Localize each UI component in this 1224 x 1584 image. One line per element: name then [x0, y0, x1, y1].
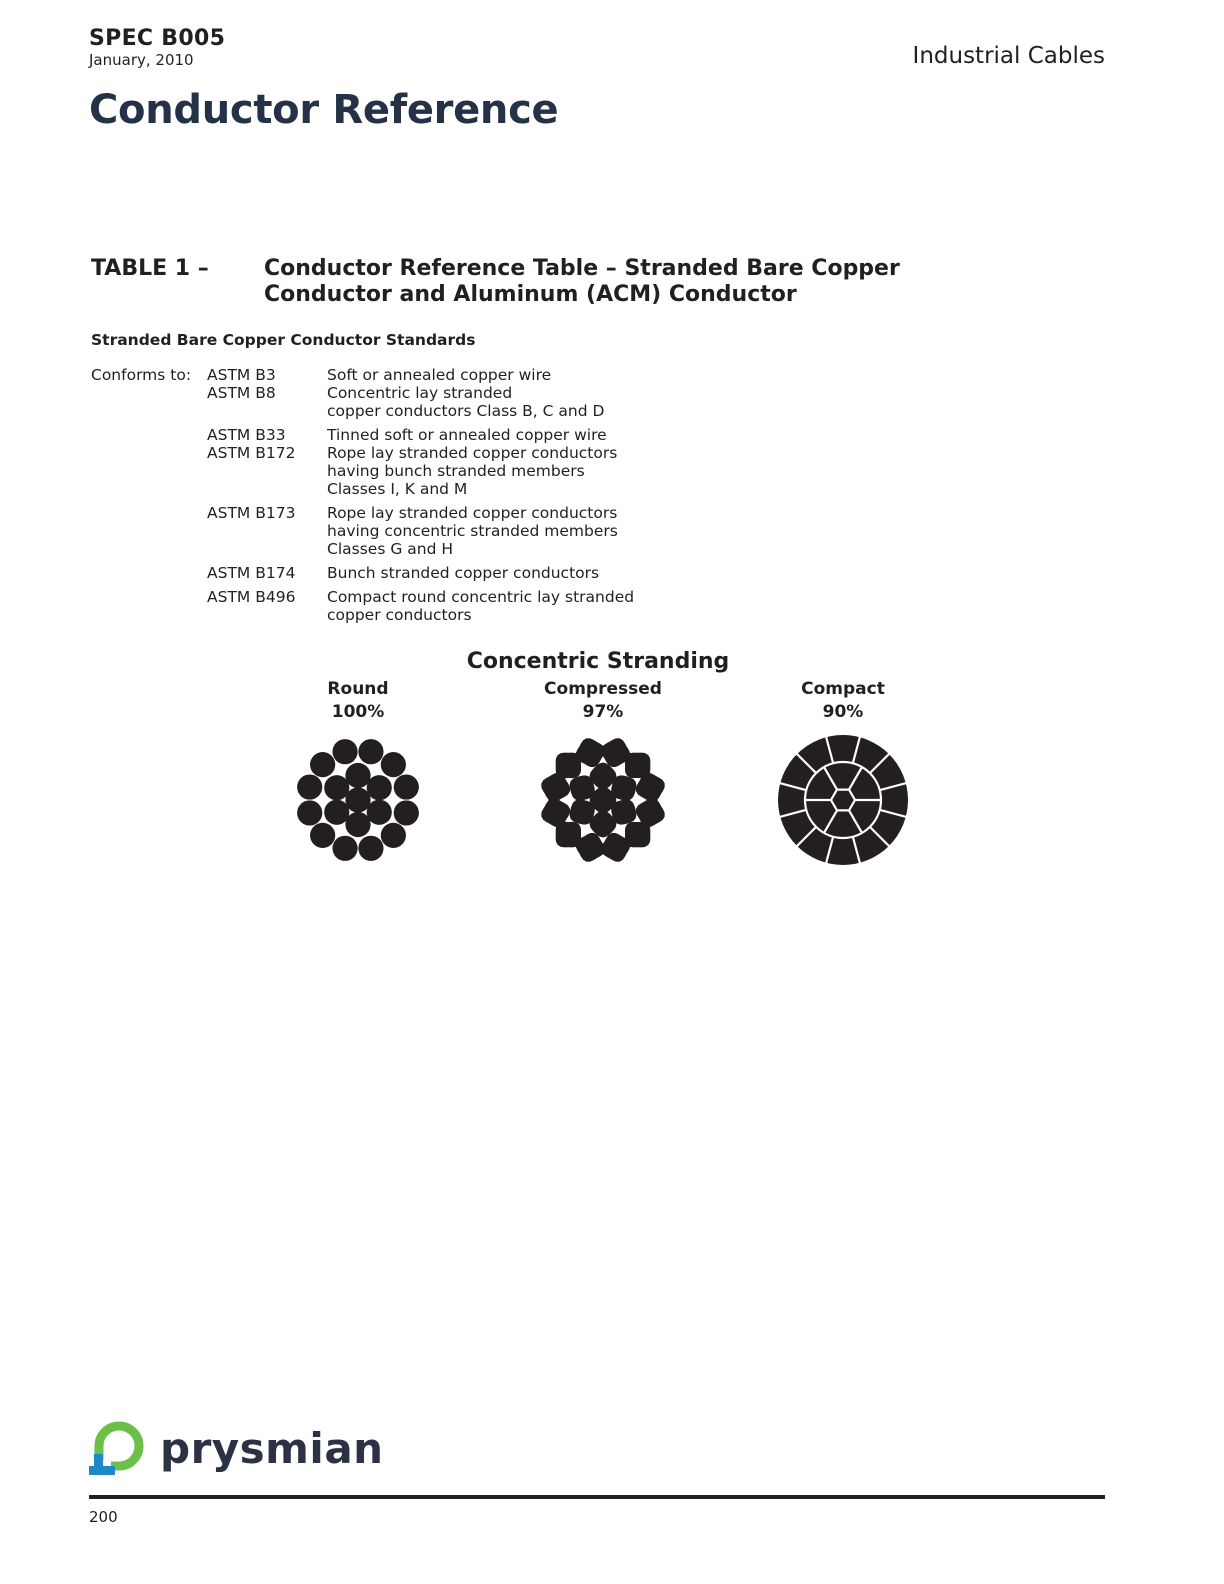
- standard-description: Rope lay stranded copper conductors having bunch stranded members Classes I, K and M: [327, 444, 618, 498]
- strand: [394, 774, 419, 799]
- logo-arc: [99, 1426, 139, 1466]
- strand: [345, 787, 370, 812]
- standard-code: ASTM B174: [207, 564, 296, 582]
- strand: [332, 836, 357, 861]
- page-title: Conductor Reference: [89, 87, 559, 133]
- strand: [611, 775, 636, 800]
- standard-code: ASTM B33: [207, 426, 286, 444]
- strand: [570, 799, 595, 824]
- standard-code: ASTM B8: [207, 384, 276, 402]
- strand: [297, 774, 322, 799]
- compact-stranding-diagram: [773, 730, 913, 870]
- standard-description: Soft or annealed copper wire: [327, 366, 552, 384]
- stranding-type-name: Round: [327, 679, 389, 699]
- compact-stranding-figure: [743, 678, 943, 870]
- strand: [367, 800, 392, 825]
- strand: [358, 739, 383, 764]
- spec-date: January, 2010: [89, 51, 194, 69]
- table-label: TABLE 1 –: [91, 256, 209, 281]
- standard-description: Tinned soft or annealed copper wire: [327, 426, 607, 444]
- strand: [381, 752, 406, 777]
- strand: [381, 823, 406, 848]
- strand: [394, 800, 419, 825]
- compressed-stranding-figure: [503, 678, 703, 870]
- table-title-line-1: Conductor Reference Table – Stranded Bare Copper: [264, 256, 900, 281]
- conforms-label: Conforms to:: [91, 366, 192, 384]
- stranding-type-name: Compact: [801, 679, 885, 699]
- standard-code: ASTM B173: [207, 504, 296, 522]
- strand: [345, 812, 370, 837]
- standard-row: [207, 426, 727, 444]
- standard-row: [207, 366, 727, 384]
- stranding-type-name: Compressed: [544, 679, 662, 699]
- standard-description: Rope lay stranded copper conductors having concentric stranded members Classes G and H: [327, 504, 618, 558]
- spec-id: SPEC B005: [89, 26, 226, 51]
- strand: [324, 775, 349, 800]
- standard-description: Compact round concentric lay stranded copper conductors: [327, 588, 635, 624]
- section-title: Industrial Cables: [912, 43, 1105, 69]
- table-title-line-2: Conductor and Aluminum (ACM) Conductor: [264, 282, 797, 307]
- strand: [358, 836, 383, 861]
- standard-row: [207, 504, 727, 558]
- standard-description: Bunch stranded copper conductors: [327, 564, 600, 582]
- strand: [345, 763, 370, 788]
- round-stranding-figure: [258, 678, 458, 870]
- footer-rule: [89, 1495, 1105, 1499]
- strand: [310, 752, 335, 777]
- stranding-title: Concentric Stranding: [466, 649, 730, 674]
- standard-row: [207, 588, 727, 624]
- strand: [297, 800, 322, 825]
- standard-row: [207, 384, 727, 420]
- stranding-type-percent: 100%: [331, 702, 385, 722]
- stranding-type-percent: 97%: [582, 702, 624, 722]
- standard-code: ASTM B496: [207, 588, 296, 606]
- round-stranding-diagram: [288, 730, 428, 870]
- standard-description: Concentric lay stranded copper conductors Class B, C and D: [327, 384, 605, 420]
- standards-heading: Stranded Bare Copper Conductor Standards: [91, 331, 476, 349]
- logo-stem: [94, 1454, 103, 1474]
- strand: [332, 739, 357, 764]
- standard-code: ASTM B3: [207, 366, 276, 384]
- page-number: 200: [89, 1508, 118, 1526]
- standard-row: [207, 564, 727, 582]
- standards-list: [207, 366, 727, 630]
- brand-name: prysmian: [160, 1424, 384, 1473]
- strand: [367, 775, 392, 800]
- standard-code: ASTM B172: [207, 444, 296, 462]
- stranding-type-percent: 90%: [822, 702, 864, 722]
- table-title: [264, 256, 964, 308]
- prysmian-logo-icon: [89, 1416, 153, 1480]
- strand: [310, 823, 335, 848]
- standard-row: [207, 444, 727, 498]
- strand: [324, 800, 349, 825]
- compressed-stranding-diagram: [533, 730, 673, 870]
